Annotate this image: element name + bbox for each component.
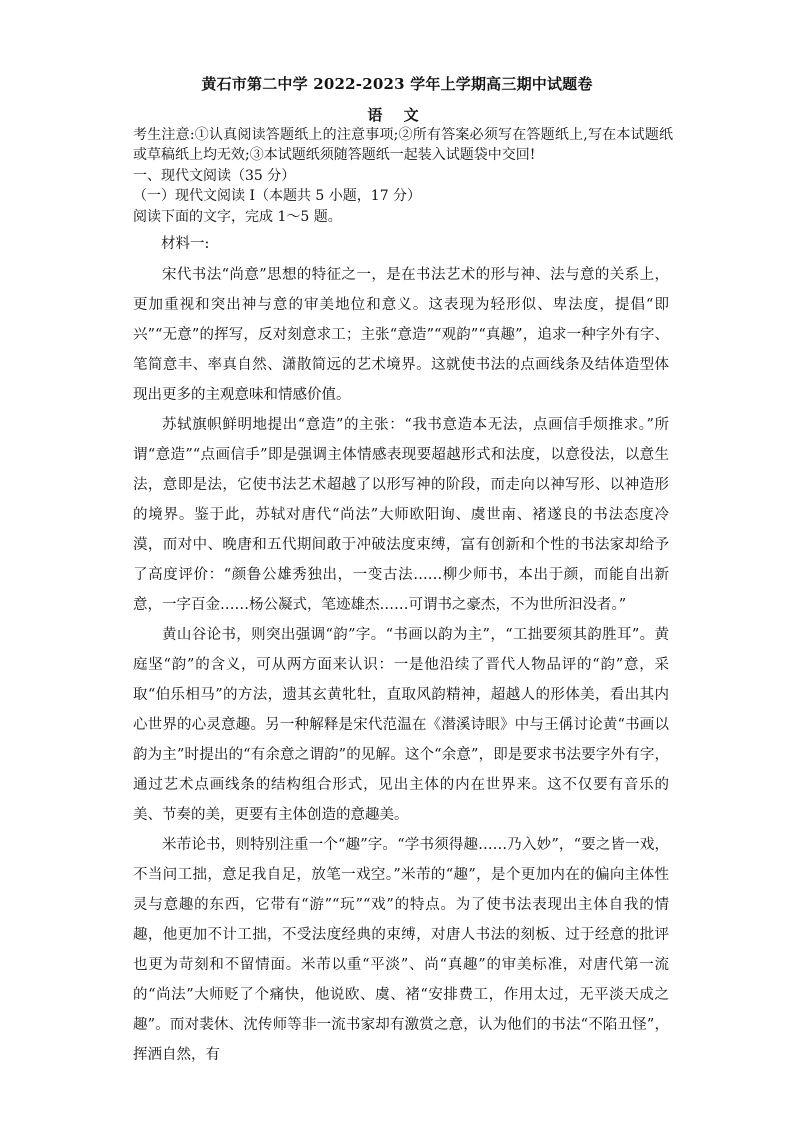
exam-title: 黄石市第二中学 2022-2023 学年上学期高三期中试题卷 [201,75,593,93]
reading-instruction: 阅读下面的文字，完成 1～5 题。 [133,209,342,225]
paragraph: 黄山谷论书，则突出强调“韵”字。“书画以韵为主”，“工拙要须其韵胜耳”。黄庭坚“韵”的含义，可从两方面来认识：一是他沿续了晋代人物品评的“韵”意，采取“伯乐相马”的方法，遗其玄黄牝牡，直取风韵精神，超越人的形体美，看出其内心世界的心灵意趣。另一种解释是宋代范温在《潜溪诗眼》中与王偁讨论黄“书画以韵为主”时提出的“有余意之谓韵”的见解。这个“余意”，即是要求书法要字外有字，通过艺术点画线条的结构组合形式，见出主体的内在世界来。这不仅要有音乐的美、节奏的美，更要有主体创造的意趣美。 [133,627,669,823]
exam-notice: 考生注意:①认真阅读答题纸上的注意事项;②所有答案必须写在答题纸上,写在本试题纸或草稿纸上均无效;③本试题纸须随答题纸一起装入试题袋中交回! [133,127,673,163]
sub-section-heading: （一）现代文阅读 I（本题共 5 小题，17 分） [133,188,422,204]
paragraph: 宋代书法“尚意”思想的特征之一，是在书法艺术的形与神、法与意的关系上，更加重视和突出神与意的审美地位和意义。这表现为轻形似、卑法度，提倡“即兴”“无意”的挥写，反对刻意求工；主张“意造”“观韵”“真趣”，追求一种字外有字、笔简意丰、率真自然、潇散简远的艺术境界。这就使书法的点画线条及结体造型体现出更多的主观意味和情感价值。 [133,267,669,403]
paragraph: 苏轼旗帜鲜明地提出“意造”的主张：“我书意造本无法，点画信手烦推求。”所谓“意造”“点画信手”即是强调主体情感表现要超越形式和法度，以意役法，以意生法，意即是法，它使书法艺术超越了以形写神的阶段，而走向以神写形、以神造形的境界。鉴于此，苏轼对唐代“尚法”大师欧阳询、虞世南、褚遂良的书法态度冷漠，而对中、晚唐和五代期间敢于冲破法度束缚，富有创新和个性的书法家却给予了高度评价：“颜鲁公雄秀独出，一变古法……柳少师书，本出于颜，而能自出新意，一字百金……杨公凝式，笔迹雄杰……可谓书之豪杰，不为世所汩没者。” [133,417,669,613]
section-heading: 一、现代文阅读（35 分） [133,168,296,184]
material-label: 材料一: [161,236,210,252]
paragraph: 米芾论书，则特别注重一个“趣”字。“学书须得趣……乃入妙”，“要之皆一戏，不当问工拙，意足我自足，放笔一戏空。”米芾的“趣”，是个更加内在的偏向主体性灵与意趣的东西，它带有“游”“玩”“戏”的特点。为了使书法表现出主体自我的情趣，他更加不计工拙，不受法度经典的束缚，对唐人书法的刻板、过于经意的批评也更为苛刻和不留情面。米芾以重“平淡”、尚“真趣”的审美标准，对唐代第一流的“尚法”大师贬了个痛快，他说欧、虞、褚“安排费工，作用太过，无平淡天成之趣”。而对裴休、沈传师等非一流书家却有激赏之意，认为他们的书法“不陷丑怪”，挥洒自然，有 [133,837,669,1063]
subject-title: 语 文 [367,106,427,124]
material-body [133,260,669,1070]
